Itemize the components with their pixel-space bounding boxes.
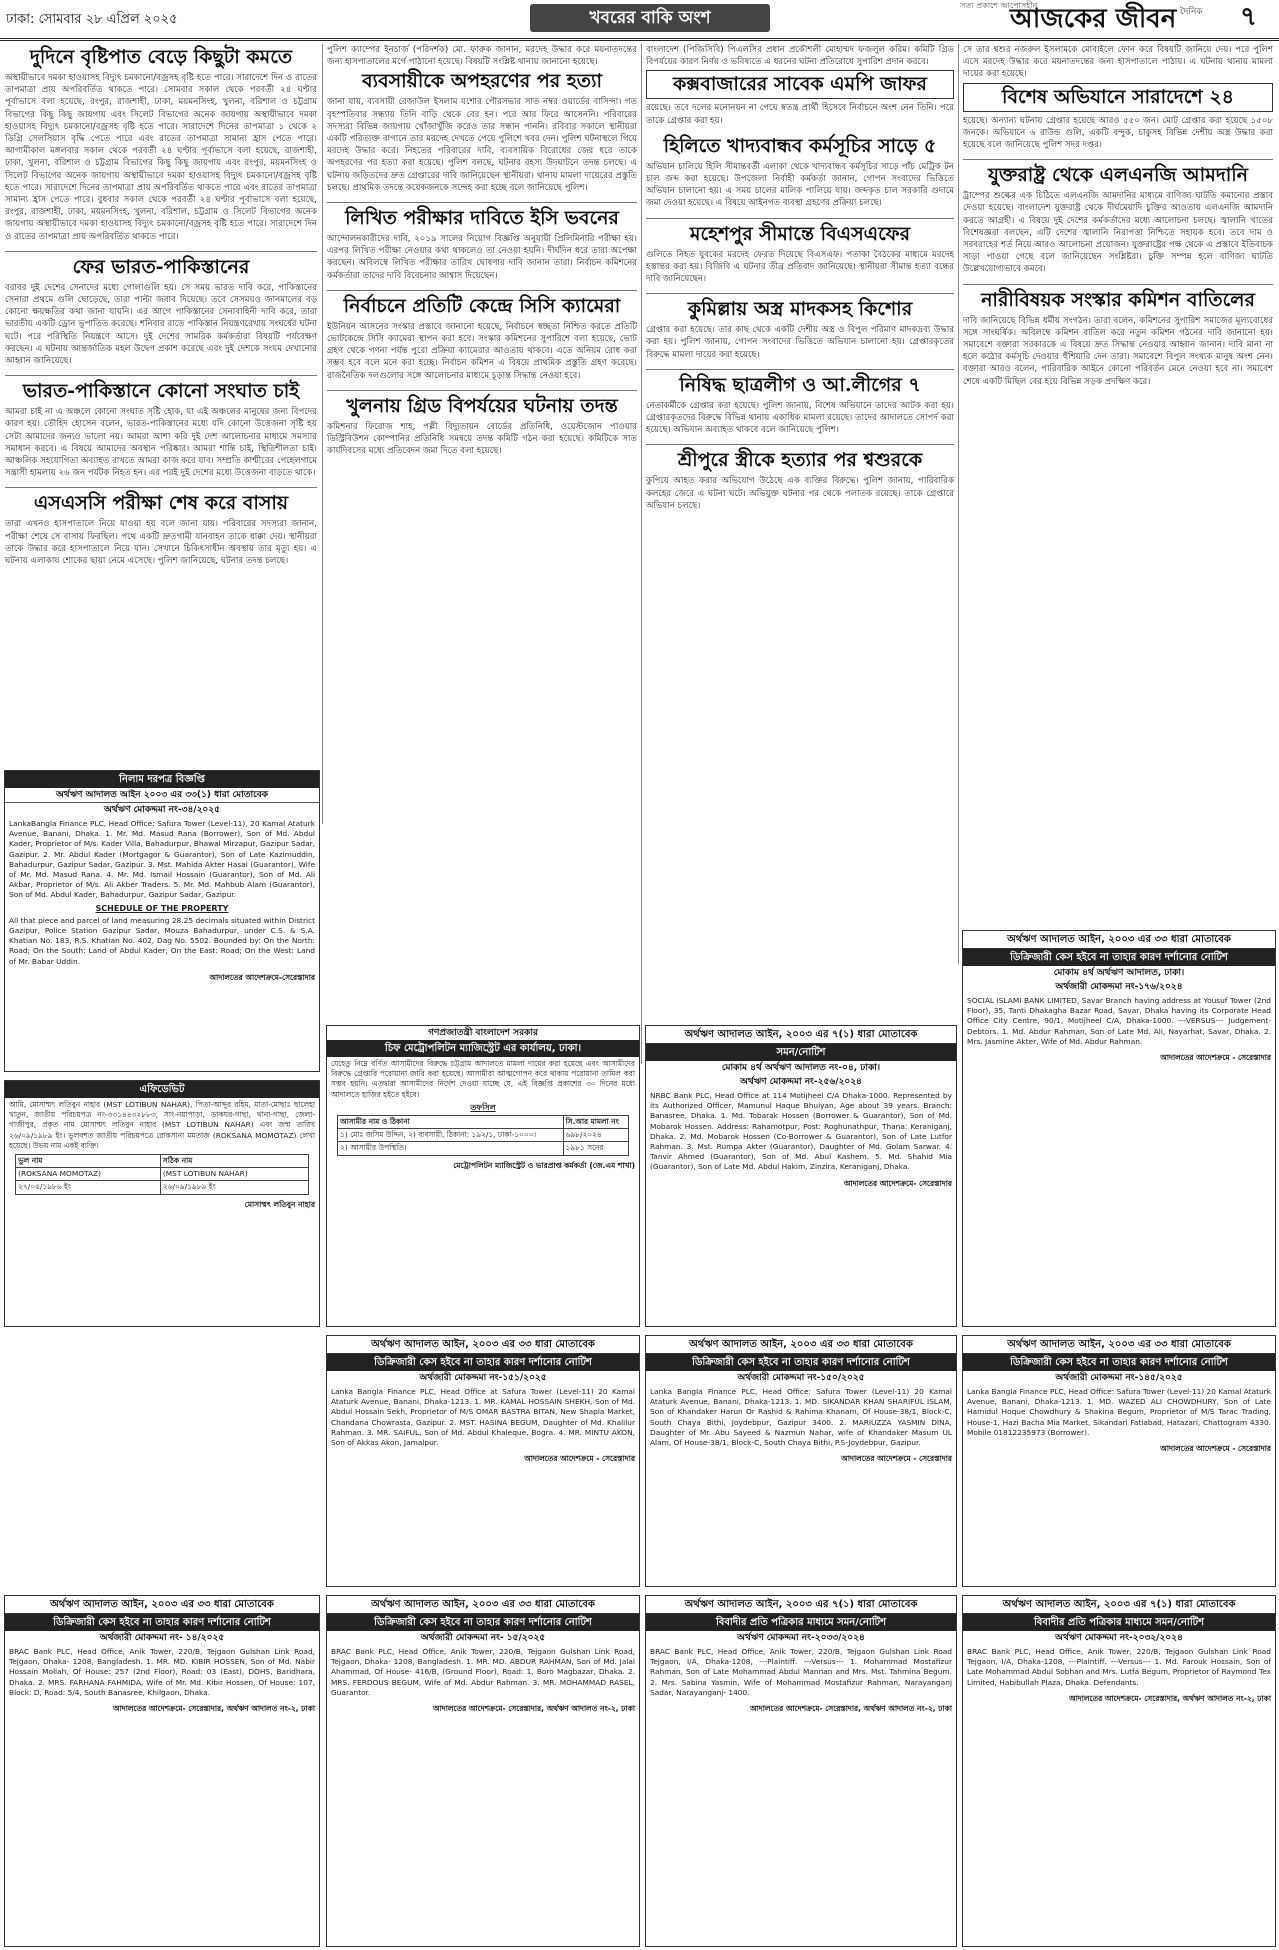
- notice-subtitle: ডিক্রিজারী কেস হইবে না তাহার কারণ দর্শানোর নোটিশ: [5, 1614, 319, 1631]
- daily-label: দৈনিক: [1180, 7, 1203, 17]
- story-body: তারা এখনও হাসপাতালে নিয়ে যাওয়া হয় বলে জানা যায়। পরিবারের সদস্যরা জানান, পরীক্ষা শেষে সে বাসায় ফিরছিল। পথে একটি দ্রুতগামী যানবাহন তাকে ধাক্কা দেয়। স্থানীয়রা তাকে উদ্ধার করে হাসপাতালে নিয়ে যান। সেখানে চিকিৎসাধীন অবস্থায় তার মৃত্যু হয়। এ ঘটনায় এলাকায় শোকের ছায়া নেমে এসেছে। পুলিশ জানিয়েছে, ঘটনার তদন্ত চলছে।: [5, 519, 317, 567]
- case-number: অর্থজারী মোকদ্দমা নং- ১৪/২০২৫: [99, 1633, 225, 1643]
- story-body: কুপিয়ে আহত করার অভিযোগ উঠেছে এক ব্যক্তির বিরুদ্ধে। পুলিশ জানায়, পারিবারিক কলহের জেরে এ ঘটনা ঘটে। অভিযুক্ত ঘটনার পর থেকে পলাতক রয়েছে। তাকে গ্রেপ্তারে অভিযান চলছে।: [646, 476, 954, 511]
- story-body: গুলিতে নিহত যুবকের মরদেহ ফেরত দিয়েছে বিএসএফ। পতাকা বৈঠকের মাধ্যমে মরদেহ হস্তান্তর করা হয়। বিজিবি এ ঘটনার তীব্র প্রতিবাদ জানিয়েছে। স্থানীয়রা সীমান্ত হত্যা বন্ধের দাবি জানিয়েছেন।: [646, 249, 954, 285]
- notice-text: যেহেতু নিম্নে বর্ণিত আসামীদের বিরুদ্ধে চট্টগ্রাম আদালতে মামলা দায়ের করা হয়েছে এবং আসামীদের বিরুদ্ধে গ্রেপ্তারি পরোয়ানা জারি করা হয়েছে। আসামীরা আত্মগোপন করে থাকায় পরোয়ানা তামিল করা সম্ভব হয়নি। এতদ্বারা আসামীদের নির্দেশ দেওয়া যাচ্ছে যে, এই বিজ্ঞপ্তি প্রকাশের ৩০ দিনের মধ্যে আদালতে হাজির হইতে হইবে।: [331, 1059, 635, 1099]
- headline: বিশেষ অভিযানে সারাদেশে ২৪: [963, 83, 1273, 112]
- schedule-heading: তফসিল: [470, 1102, 496, 1112]
- headline: খুলনায় গ্রিড বিপর্যয়ের ঘটনায় তদন্ত: [346, 394, 618, 417]
- notice-signature: আদালতের আদেশক্রমে - সেরেস্তাদার: [1160, 1444, 1271, 1454]
- story-cumilla: [646, 298, 954, 361]
- newspaper-logo: আজকের জীবন: [1010, 4, 1177, 34]
- notice-signature: আদালতের আদেশক্রমে - সেরেস্তাদার: [841, 1454, 952, 1464]
- table-cell: ১) মোঃ জসিম উদ্দিন, ২) ব্যবসায়ী, ঠিকানা: ১৯২/১, ঢাকা-১০০০।: [338, 1129, 563, 1142]
- story-khulna-grid: [327, 395, 637, 458]
- story-rain: [5, 46, 317, 243]
- notice-title: অর্থঋণ আদালত আইন, ২০০৩ এর ৭(১) ধারা মোতাবেক: [646, 1596, 956, 1614]
- section-banner: খবরের বাকি অংশ: [530, 4, 770, 32]
- tagline: সত্য প্রকাশে আপোসহীন: [960, 1, 1038, 10]
- table-row: [338, 1129, 629, 1142]
- lankabangla-notice-2: [645, 1335, 957, 1587]
- table-header: ভুল নাম: [16, 1155, 161, 1168]
- table-cell: ৬৯৮/২০২৪: [563, 1129, 628, 1142]
- affidavit-notice: [4, 1080, 320, 1327]
- notice-body: [963, 1385, 1275, 1443]
- notice-subtitle: বিবাদীর প্রতি পত্রিকার মাধ্যমে সমন/নোটিশ: [963, 1614, 1275, 1631]
- schedule-text: All that piece and parcel of land measuring 28.25 decimals situated within District Gazipur, Police Station Gazipur Sadar, Mouza Bahadurpur, under C.S. & S.A. Khatian No. 183, R.S. Khatian No. 402, Dag No. 5502. Bounded by: On the North: Road; On the South: Land of Abdul Kader; On the East: Road; On the West: Land of Mr. Babar Uddin.: [9, 915, 315, 966]
- notice-title: নিলাম দরপত্র বিজ্ঞপ্তি: [5, 771, 319, 788]
- notice-body: [646, 1089, 956, 1178]
- brac-summons-notice-1: [645, 1595, 957, 1947]
- table-header: আসামীর নাম ও ঠিকানা: [338, 1116, 563, 1129]
- case-number: অর্থঋণ মোকদ্দমা নং-২০৩২/২০২৪: [1055, 1633, 1183, 1643]
- notice-subtitle: ডিক্রিজারী কেস হইবে না তাহার কারণ দর্শানোর নোটিশ: [963, 949, 1275, 966]
- notice-title: অর্থঋণ আদালত আইন, ২০০৩ এর ৩৩ ধারা মোতাবেক: [963, 1336, 1275, 1354]
- case-number: অর্থজারী মোকদ্দমা নং-১৪৫/২০২৫: [1055, 1373, 1183, 1383]
- headline: হিলিতে খাদ্যবান্ধব কর্মসূচির সাড়ে ৫: [663, 134, 937, 157]
- table-row: [16, 1181, 309, 1194]
- headline: কক্সবাজারের সাবেক এমপি জাফর: [646, 70, 954, 99]
- column-3: [646, 44, 954, 1044]
- table-cell: (MST LOTIBUN NAHAR): [160, 1168, 308, 1181]
- notice-text: SOCIAL ISLAMI BANK LIMITED, Savar Branch having address at Yousuf Tower (2nd Floor), 35, Tanti Dhakagha Bazar Road, Savar, Dhaka having its Corporate Head Office City Centre, 90/1, Motijheel C/A, Dhaka-1000. ---VERSUS--- Judgement-Debtors. 1. Md. Abdur Rahman, Son of Late Md. Ali, Nayarhat, Savar, Dhaka. 2. Mrs. Jasmine Akter, Wife of Md. Abdur Rahman.: [967, 996, 1271, 1046]
- headline: এসএসসি পরীক্ষা শেষ করে বাসায়: [33, 492, 289, 515]
- story-body: পুলিশ ক্যাম্পের ইনচার্জ (পরিদর্শক) মো. ফারুক জানান, মরদেহ উদ্ধার করে ময়নাতদন্তের জন্য হাসপাতালের মর্গে পাঠানো হয়েছে। বিষয়টি সংশ্লিষ্ট থানায় জানানো হয়েছে।: [327, 45, 637, 68]
- notice-signature: মোসাম্মৎ লতিবুন নাহার: [244, 1199, 315, 1209]
- notice-body: [646, 1645, 956, 1703]
- brac-execution-notice-1: [4, 1595, 320, 1947]
- notice-text: Lanka Bangla Finance PLC, Head Office at Safura Tower (Level-11) 20 Kamal Ataturk Avenue, Banani, Dhaka-1213. 1. MR. KAMAL HOSSAIN SHEKH, Son of Md. Abdul Hossain Sekh, Proprietor of M/S OMAR BASTRA BITAN, New Shapla Market, Chandana Chowrasta, Gazipur. 2. MST. HASINA BEGUM, Daughter of Md. Khalilur Rahman. 3. MR. SAIFUL, Son of Md. Abdul Khaleque, Bogra. 4. MR. MINTU AKON, Son of Akkas Akon, Jamalpur.: [331, 1387, 635, 1448]
- issue-date: ঢাকা: সোমবার ২৮ এপ্রিল ২০২৫: [6, 12, 178, 27]
- notice-subtitle: ডিক্রিজারী কেস হইবে না তাহার কারণ দর্শানোর নোটিশ: [646, 1354, 956, 1371]
- notice-body: [5, 1098, 319, 1199]
- headline: যুক্তরাষ্ট্র থেকে এলএনজি আমদানি: [987, 164, 1249, 187]
- court-name: মোকাম ৪র্থ অর্থঋণ আদালত, ঢাকা।: [1053, 968, 1185, 978]
- table-cell: ১৯৮১ সনের: [563, 1142, 628, 1155]
- notice-signature: আদালতের আদেশক্রমে-সেরেস্তাদার: [209, 972, 315, 982]
- notice-body: [646, 1385, 956, 1453]
- notice-text: Lanka Bangla Finance PLC, Head Office: Safura Tower (Level-11) 20 Kamal Ataturk Avenue, Banani, Dhaka-1213. 1. MD. SIKANDAR KHAN SHARIFUL ISLAM, Son of Khandaker Harun Or Rashid & Rahima Khanam, Of House-38/1, Block-C, South Chaya Bithi, Joydebpur, Gazipur 3400. 2. MARIUZZA YASMIN DINA, Daughter of Mr. Abu Sayeed & Nazmun Nahar, wife of Khandaker Masum UL Alam, Of House-38/1, Block-C, South Chaya Bithi, P.S-Joydebpur, Gazipur.: [650, 1387, 952, 1448]
- headline: ফের ভারত-পাকিস্তানের: [72, 255, 250, 278]
- story-ssc: [5, 492, 317, 567]
- table-header: সঠিক নাম: [160, 1155, 308, 1168]
- notice-subtitle: ডিক্রিজারী কেস হইবে না তাহার কারণ দর্শানোর নোটিশ: [327, 1614, 639, 1631]
- notice-title: চিফ মেট্রোপলিটন ম্যাজিস্ট্রেট এর কার্যালয়, ঢাকা।: [327, 1040, 639, 1057]
- column-rule: [958, 44, 959, 964]
- story-body: আন্দোলনকারীদের দাবি, ২০১৯ সালের নিয়োগ বিজ্ঞপ্তি অনুযায়ী প্রিলিমিনারি পরীক্ষা হয়। এরপর লিখিত পরীক্ষা নেওয়ার কথা থাকলেও তা নেওয়া হয়নি। দীর্ঘদিন ধরে তারা অপেক্ষা করছেন। অবিলম্বে লিখিত পরীক্ষার তারিখ ঘোষণার দাবি জানান তারা। নির্বাচন কমিশনের কর্মকর্তারা তাদের দাবি বিবেচনার আশ্বাস দিয়েছেন।: [327, 234, 637, 281]
- headline: ভারত-পাকিস্তানে কোনো সংঘাত চাই: [22, 380, 300, 403]
- column-rule: [322, 44, 323, 824]
- story-ec: [327, 207, 637, 282]
- brac-summons-notice-2: [962, 1595, 1276, 1947]
- notice-body: [5, 1645, 319, 1703]
- notice-body: [5, 817, 319, 972]
- story-body: ইউনিয়ন আসনের সংস্কার প্রস্তাবে জানানো হয়েছে, নির্বাচনে স্বচ্ছতা নিশ্চিত করতে প্রতিটি ভোটকেন্দ্রে সিসি ক্যামেরা স্থাপন করা হবে। সংস্কার কমিশনের সুপারিশে বলা হয়েছে, ভোট গ্রহণ থেকে গণনা পর্যন্ত পুরো প্রক্রিয়া ক্যামেরার আওতায় থাকবে। এতে অনিয়ম রোধ করা সম্ভব হবে বলে মনে করা হচ্ছে। নির্বাচন কমিশন এ বিষয়ে প্রাথমিক প্রস্তুতি গ্রহণ করেছে। রাজনৈতিক দলগুলোর সঙ্গে আলোচনার মাধ্যমে চূড়ান্ত সিদ্ধান্ত নেওয়া হবে।: [327, 321, 637, 381]
- column-4: [963, 44, 1273, 944]
- notice-title: অর্থঋণ আদালত আইন, ২০০৩ এর ৩৩ ধারা মোতাবেক: [327, 1336, 639, 1354]
- notice-title: অর্থঋণ আদালত আইন, ২০০৩ এর ৩৩ ধারা মোতাবেক: [327, 1596, 639, 1614]
- court-name: মোকাম ৪র্থ অর্থঋণ আদালত নং-০৪, ঢাকা।: [721, 1063, 881, 1073]
- column-rule: [641, 44, 642, 1064]
- story-no-conflict: [5, 380, 317, 479]
- sibl-execution-notice: [962, 930, 1276, 1327]
- headline: মহেশপুর সীমান্তে বিএসএফের: [689, 222, 911, 245]
- headline: ব্যবসায়ীকে অপহরণের পর হত্যা: [361, 70, 603, 93]
- headline: নারীবিষয়ক সংস্কার কমিশন বাতিলের: [981, 288, 1255, 311]
- headline: নিষিদ্ধ ছাত্রলীগ ও আ.লীগের ৭: [679, 373, 921, 396]
- table-header: সি.আর মামলা নং: [563, 1116, 628, 1129]
- story-cctv: [327, 295, 637, 382]
- notice-body: [327, 1057, 639, 1160]
- story-body: হয়েছে। অন্যান্য ঘটনায় গ্রেপ্তার হয়েছে আরও ৫৫০ জন। মোট গ্রেপ্তার করা হয়েছে ১৫০৮ জনকে। অভিযানে ৬ রাউন্ড গুলি, একটি বন্দুক, চাকুসহ বিভিন্ন দেশীয় অস্ত্র উদ্ধার করা হয়েছে বলে জানিয়েছে পুলিশ সদর দপ্তর।: [963, 115, 1273, 151]
- notice-signature: আদালতের আদেশক্রমে- সেরেস্তাদার, অর্থঋণ আদালত নং-২, ঢাকা: [750, 1704, 952, 1714]
- table-cell: ২৬/০৯/১৯৮৯ ইং: [160, 1181, 308, 1194]
- story-body: আমরা চাই না এ অঞ্চলে কোনো সংঘাত সৃষ্টি হোক, যা এই অঞ্চলের মানুষের জন্য বিপদের কারণ হয়। তৌহিদ হোসেন বলেন, ভারত-পাকিস্তানের মধ্যে যদি কোনো উত্তেজনা সৃষ্টি হয় সেটা আমাদের জন্যও ভালো নয়। আমরা আশা করি দুই দেশ আলোচনার মাধ্যমে সমস্যার সমাধান করবে। এ বিষয়ে আমাদের অবস্থান পরিষ্কার। আমরা শান্তি চাই, স্থিতিশীলতা চাই। আঞ্চলিক সহযোগিতা অব্যাহত রাখতে আমরা কাজ করে যাব। সম্প্রতি কাশ্মীরের পেহেলগামে সন্ত্রাসী হামলায় ২৬ জন পর্যটক নিহত হন। এর পরই দুই দেশের মধ্যে উত্তেজনা বাড়তে থাকে।: [5, 407, 317, 479]
- table-row: [338, 1142, 629, 1155]
- headline: দুদিনে বৃষ্টিপাত বেড়ে কিছুটা কমতে: [29, 46, 293, 68]
- notice-title: অর্থঋণ আদালত আইন, ২০০৩ এর ৩৩ ধারা মোতাবেক: [5, 1596, 319, 1614]
- nrbc-summons-notice: [645, 1025, 957, 1327]
- case-number: অর্থজারী মোকদ্দমা নং-১৭৬/২০২৪: [1055, 982, 1183, 992]
- story-women-commission: [963, 289, 1273, 388]
- case-number: অর্থঋণ মোকদ্দমা নং-২০৩৩/২০২৪: [737, 1633, 865, 1643]
- notice-text: আমি, মোসাম্মৎ লতিবুন নাহার (MST LOTIBUN NAHAR), পিতা-আব্দুর রহিম, মাতা-মোছাঃ ছালেহা খাতুন, জাতীয় পরিচয়পত্র নং-৩৩১৪৪৩২৮৮৩, সাং-নয়াপাড়া, ডাকঘর-গাছা, থানা-গাছা, জেলা-গাজীপুর, প্রকৃত নাম মোসাম্মৎ লতিবুন নাহার (MST LOTIBUN NAHAR) এবং জন্ম তারিখ ২৬/০৯/১৯৮৯ ইং। ভুলবশত জাতীয় পরিচয়পত্রে রোকসানা মমতাজ (ROKSANA MOMOTAZ) লেখা হয়েছে। উভয় নাম একই ব্যক্তি।: [9, 1100, 315, 1150]
- story-body: অস্থায়ীভাবে দমকা হাওয়াসহ বিদ্যুৎ চমকানো/বজ্রসহ বৃষ্টি হতে পারে। সারাদেশে দিন ও রাতের তাপমাত্রা প্রায় অপরিবর্তিত থাকতে পারে। সোমবার সকাল থেকে পরবর্তী ২৪ ঘণ্টার পূর্বাভাসে বলা হয়েছে, রংপুর, রাজশাহী, ঢাকা, ময়মনসিংহ, খুলনা, বরিশাল ও চট্টগ্রাম বিভাগের কিছু কিছু জায়গায় এবং সিলেট বিভাগের অনেক জায়গায় অস্থায়ীভাবে দমকা হাওয়াসহ বিদ্যুৎ চমকানো/বজ্রসহ বৃষ্টি হতে পারে। সারাদেশে দিনের তাপমাত্রা ১ থেকে ২ ডিগ্রি সেলসিয়াস বৃদ্ধি পেতে পারে এবং রাতের তাপমাত্রা সামান্য হ্রাস পেতে পারে। আগামীকাল মঙ্গলবার সকাল থেকে পরবর্তী ২৪ ঘণ্টার পূর্বাভাসে বলা হয়েছে, রাজশাহী, ঢাকা, খুলনা, বরিশাল ও চট্টগ্রাম বিভাগের কিছু কিছু জায়গায় এবং রংপুর, ময়মনসিংহ ও সিলেট বিভাগের অনেক জায়গায় অস্থায়ীভাবে দমকা হাওয়াসহ বিদ্যুৎ চমকানো/বজ্রসহ বৃষ্টি হতে পারে। সারাদেশে দিনের তাপমাত্রা প্রায় অপরিবর্তিত থাকতে পারে এবং রাতের তাপমাত্রা সামান্য হ্রাস পেতে পারে। বুধবার সকাল থেকে পরবর্তী ২৪ ঘণ্টার পূর্বাভাসে বলা হয়েছে, রংপুর, রাজশাহী, ঢাকা, ময়মনসিংহ, খুলনা, বরিশাল, চট্টগ্রাম ও সিলেট বিভাগের অনেক জায়গায় অস্থায়ীভাবে দমকা হাওয়াসহ বিদ্যুৎ চমকানো/বজ্রসহ বৃষ্টি হতে পারে। সারাদেশে দিন ও রাতের তাপমাত্রা প্রায় অপরিবর্তিত থাকতে পারে।: [5, 73, 317, 242]
- notice-subtitle: ডিক্রিজারী কেস হইবে না তাহার কারণ দর্শানোর নোটিশ: [963, 1354, 1275, 1371]
- story-body: কমিশনার ফিরোজ শাহ, পল্লী বিদ্যুতায়ন বোর্ডের প্রতিনিধি, ওয়েস্টজোন পাওয়ার ডিস্ট্রিবিউশন কোম্পানির প্রতিনিধি সমন্বয়ে তদন্ত কমিটি গঠন করা হয়েছে। কমিটিকে সাত কার্যদিবসের মধ্যে প্রতিবেদন জমা দিতে বলা হয়েছে।: [327, 421, 637, 457]
- notice-signature: আদালতের আদেশক্রমে- সেরেস্তাদার, অর্থঋণ আদালত নং-২, ঢাকা: [1069, 1693, 1271, 1703]
- masthead: [0, 0, 1279, 41]
- headline: শ্রীপুরে স্ত্রীকে হত্যার পর শ্বশুরকে: [677, 449, 923, 472]
- table-row: [16, 1168, 309, 1181]
- notice-top: গণপ্রজাতন্ত্রী বাংলাদেশ সরকার: [428, 1028, 538, 1038]
- story-body: ট্রাম্পের শুল্কের এক চিঠিতে এলএনজি আমদানির মাধ্যমে বাণিজ্য ঘাটতি কমানোর প্রস্তাব দেওয়া হয়েছে। বাংলাদেশ যুক্তরাষ্ট্র থেকে দীর্ঘমেয়াদি চুক্তির আওতায় এলএনজি আমদানি করতে আগ্রহী। এ বিষয়ে দুই দেশের কর্মকর্তাদের মধ্যে আলোচনা চলছে। জ্বালানি খাতের বিশেষজ্ঞরা বলছেন, এটি দেশের জ্বালানি নিরাপত্তা নিশ্চিতে সহায়ক হবে। তবে দাম ও সরবরাহের শর্ত নিয়ে আরও আলোচনা প্রয়োজন। যুক্তরাষ্ট্রের পক্ষ থেকে এ প্রস্তাবে ইতিবাচক সাড়া পাওয়া গেছে বলে জানিয়েছেন সংশ্লিষ্টরা। চুক্তি সম্পন্ন হলে বাণিজ্য ঘাটতি উল্লেখযোগ্যভাবে কমবে।: [963, 191, 1273, 275]
- story-banned-league: [646, 374, 954, 437]
- notice-subtitle: সমন/নোটিশ: [646, 1044, 956, 1061]
- case-number: অর্থজারী মোকদ্দমা নং- ১৫/২০২৫: [420, 1633, 546, 1643]
- notice-signature: আদালতের আদেশক্রমে- সেরেস্তাদার: [843, 1178, 952, 1188]
- notice-text: BRAC Bank PLC, Head Office, Anik Tower, 220/B, Tejgaon Gulshan Link Road, Tejgaon, Dhaka- 1208, Bangladesh. 1. MR. MD. KIBIR HOSSEN, Son of Md. Nabir Hossain Mollah, Of House: 257 (2nd Floor), Road: 03 (East), DOHS, Baridhara, Dhaka. 2. MRS. FARHANA FAHMIDA, Wife of Mr. Md. Kibir Hossen, Of House: 107, Block: D, Road: 5/4, South Banasree, Khilgaon, Dhaka.: [9, 1647, 315, 1697]
- auction-notice: [4, 770, 320, 1072]
- story-body: বরাবর দুই দেশের সেনাদের মধ্যে গোলাগুলি হয়। সে সময় ভারত দাবি করে, পাকিস্তানের সেনারা প্রথমে গুলি ছোড়েছে, তারা পাল্টা জবাব দিয়েছে। তবে সেসময়ও জানমালের বড় কোনো ক্ষয়ক্ষতির কথা জানা যায়নি। এর আগে পাকিস্তানের সেনাবাহিনী দাবি করে, তারা ভারতীয় একটি ড্রোন ভূপাতিত করেছে। শনিবার রাতে পাকিস্তান নিয়ন্ত্রণরেখায় সংঘর্ষের ঘটনা ঘটে। পরে পরিস্থিতি নিয়ন্ত্রণে আসে। দুই দেশের সামরিক কর্মকর্তারা বিষয়টি পর্যবেক্ষণ করছেন। এ ঘটনায় আন্তর্জাতিক মহল উদ্বেগ প্রকাশ করেছে এবং দুই দেশকে সংযম দেখানোর আহ্বান জানিয়েছে।: [5, 282, 317, 367]
- schedule-table: [337, 1115, 629, 1156]
- cmm-notice: [326, 1025, 640, 1327]
- notice-title: এফিডেভিট: [5, 1081, 319, 1098]
- headline: কুমিল্লায় অস্ত্র মাদকসহ কিশোর: [687, 298, 913, 321]
- notice-signature: আদালতের আদেশক্রমে- সেরেস্তাদার, অর্থঋণ আদালত নং-২, ঢাকা: [113, 1704, 315, 1714]
- lankabangla-notice-3: [962, 1335, 1276, 1587]
- story-businessman: [327, 70, 637, 194]
- notice-body: [963, 1645, 1275, 1693]
- notice-subtitle: বিবাদীর প্রতি পত্রিকার মাধ্যমে সমন/নোটিশ: [646, 1614, 956, 1631]
- story-body: রয়েছে। তবে দলের মনোনয়ন না পেয়ে স্বতন্ত্র প্রার্থী হিসেবে নির্বাচনে অংশ নেন তিনি। পরে তাকে গ্রেপ্তার করা হয়।: [646, 103, 954, 126]
- brac-execution-notice-2: [326, 1595, 640, 1947]
- story-coxsbazar: [646, 70, 954, 126]
- case-number: অর্থঋণ মোকদ্দমা নং-২৫৬/২০২৪: [740, 1077, 862, 1087]
- notice-body: [327, 1385, 639, 1453]
- case-number: অর্থজারী মোকদ্দমা নং-১৫০/২০২৫: [737, 1373, 865, 1383]
- notice-body: [963, 994, 1275, 1052]
- case-number: অর্থঋণ মোকদ্দমা নং-৩৪/২০২৫: [104, 805, 220, 815]
- table-cell: (ROKSANA MOMOTAZ): [16, 1168, 161, 1181]
- notice-signature: আদালতের আদেশক্রমে - সেরেস্তাদার: [1160, 1053, 1271, 1063]
- story-body: গ্রেপ্তার করা হয়েছে। তার কাছ থেকে একটি দেশীয় অস্ত্র ও বিপুল পরিমাণ মাদকদ্রব্য উদ্ধার করা হয়। পুলিশ জানায়, গোপন সংবাদের ভিত্তিতে অভিযান চালানো হয়। গ্রেপ্তারকৃতের বিরুদ্ধে মামলা দায়ের করা হয়েছে।: [646, 325, 954, 360]
- story-sreepur: [646, 449, 954, 512]
- headline: লিখিত পরীক্ষার দাবিতে ইসি ভবনের: [345, 207, 619, 230]
- case-number: অর্থজারী মোকদ্দমা নং-১৫১/২০২৫: [419, 1373, 547, 1383]
- story-body: অভিযান চালিয়ে হিলি সীমান্তবর্তী এলাকা থেকে খাদ্যবান্ধব কর্মসূচির সাড়ে পাঁচ মেট্রিক টন চাল জব্দ করা হয়েছে। উপজেলা নির্বাহী কর্মকর্তা জানান, গোপন সংবাদের ভিত্তিতে অভিযান চালানো হয়। এ সময় চালের মালিক পালিয়ে যায়। জব্দকৃত চাল সরকারি গুদামে জমা দেওয়া হয়েছে। এ বিষয়ে আইনগত ব্যবস্থা গ্রহণের প্রক্রিয়া চলছে।: [646, 161, 954, 209]
- story-special-drive: [963, 83, 1273, 152]
- story-hili: [646, 135, 954, 210]
- column-1: [5, 44, 317, 764]
- story-body: সে তার শ্বশুর নজরুল ইসলামকে মোবাইলে ফোন করে বিষয়টি জানিয়ে দেয়। পরে পুলিশ এসে মরদেহ উদ্ধার করে ময়নাতদন্তের জন্য হাসপাতালে পাঠায়। এ ঘটনায় থানায় মামলা দায়ের করা হয়েছে।: [963, 45, 1273, 80]
- name-table: [15, 1154, 309, 1195]
- schedule-heading: SCHEDULE OF THE PROPERTY: [95, 903, 229, 913]
- notice-signature: আদালতের আদেশক্রমে - সেরেস্তাদার: [524, 1454, 635, 1464]
- story-body: নেতাকর্মীকে গ্রেপ্তার করা হয়েছে। পুলিশ জানায়, বিশেষ অভিযানে তাদের আটক করা হয়। গ্রেপ্তারকৃতদের বিরুদ্ধে বিভিন্ন থানায় একাধিক মামলা রয়েছে। তাদের আদালতে সোপর্দ করা হয়েছে। অভিযান অব্যাহত থাকবে বলে জানিয়েছে পুলিশ।: [646, 400, 954, 436]
- notice-text: BRAC Bank PLC, Head Office, Anik Tower, 220/B, Tejgaon Gulshan Link Road Tejgaon, I/A, Dhaka-1208, ---Plaintiff. ---Versus--- 1. Mohammad Mostafizur Rahman, Son of Late Mohammad Abdul Mannan and Mrs. Mst. Tahmina Begum. 2. Mrs. Sabina Yasmin, Wife of Mohammad Mostafizur Rahman, Narayanganj Sadar, Narayanganj- 1400.: [650, 1647, 952, 1697]
- notice-parties: LankaBangla Finance PLC, Head Office: Safura Tower (Level-11), 20 Kamal Ataturk Avenue, Banani, Dhaka. 1. Mr. Md. Masud Rana (Borrower), Son of Md. Abdul Kader, Proprietor of M/s. Kader Villa, Bahadurpur, Bhawal Mirzapur, Gazipur Sadar, Gazipur. 2. Mr. Abdul Kader (Mortgagor & Guarantor), Son of Late Kazimuddin, Bahadurpur, Gazipur Sadar, Gazipur. 3. Mst. Mahida Akter Hasai (Guarantor), Wife of Mr. Md. Masud Rana. 4. Mr. Md. Ismail Hossain (Guarantor), Son of Md. Ali Akbar, Proprietor of M/s. Ali Akber Traders. 5. Mr. Md. Mahbub Alam (Guarantor), Son of Md. Abdul Kader, Bahadurpur, Gazipur Sadar, Gazipur.: [9, 819, 315, 900]
- story-india-pakistan: [5, 256, 317, 367]
- notice-title: অর্থঋণ আদালত আইন, ২০০৩ এর ৩৩ ধারা মোতাবেক: [963, 931, 1275, 949]
- notice-signature: আদালতের আদেশক্রমে- সেরেস্তাদার, অর্থঋণ আদালত নং-২, ঢাকা: [433, 1704, 635, 1714]
- story-maheshpur: [646, 223, 954, 286]
- notice-text: NRBC Bank PLC, Head Office at 114 Motijheel C/A Dhaka-1000. Represented by its Authorized Officer, Mamunul Haque Bhuiyan, Age about 39 years. Branch: Banasree, Dhaka. 1. Md. Tobarak Hossen (Borrower & Guarantor), Son of Md. Mobarok Hossen. Address: Rahamotpur, Post: Roghunathpur, Thana: Keraniganj, Dhaka. 2. Md. Mobarok Hossen (Co-Borrower & Guarantor), Son of Late Lutfor Rahman. 3. Mst. Rumpa Akter (Guarantor), Daughter of Md. Golam Sarwar. 4. Tanvir Ahmed (Guarantor), Son of Md. Abul Kashem. 5. Md. Shahid Mia (Guarantor), Son of Late Md. Abdul Hakim, Zinzira, Keraniganj, Dhaka.: [650, 1091, 952, 1172]
- story-body: দাবি জানিয়েছে বিভিন্ন ধর্মীয় সংগঠন। তারা বলেন, কমিশনের সুপারিশ সমাজের মূল্যবোধের সঙ্গে সাংঘর্ষিক। অবিলম্বে কমিশন বাতিল করে নতুন কমিশন গঠনের দাবি জানানো হয়। সমাবেশে বক্তারা সরকারকে এ বিষয়ে দ্রুত সিদ্ধান্ত নেওয়ার আহ্বান জানান। দাবি মানা না হলে কঠোর কর্মসূচি দেওয়ার হুঁশিয়ারি দেন তারা। সমাবেশে বিপুল সংখ্যক মানুষ অংশ নেন। বক্তারা আরও বলেন, পারিবারিক আইনে কোনো পরিবর্তন মেনে নেওয়া হবে না। সমাবেশ শেষে একটি মিছিল বের হয়ে বিভিন্ন সড়ক প্রদক্ষিণ করে।: [963, 315, 1273, 387]
- notice-text: BRAC Bank PLC, Head Office, Anik Tower, 220/B, Tejgaon Gulshan Link Road, Tejgaon, Dhaka- 1208, Bangladesh. 1. MR. MD. ABDUR RAHMAN, Son of Md. Jalal Ahammad, Of House- 416/B, (Ground Floor), Road: 1, Boro Magbazar, Dhaka. 2. MRS. FERDOUS BEGUM, Wife of Md. Abdur Rahman. 3. MR. MOHAMMAD RASEL, Guarantor.: [331, 1647, 635, 1697]
- notice-subtitle: ডিক্রিজারী কেস হইবে না তাহার কারণ দর্শানোর নোটিশ: [327, 1354, 639, 1371]
- headline: নির্বাচনে প্রতিটি কেন্দ্রে সিসি ক্যামেরা: [343, 294, 621, 317]
- lankabangla-notice-1: [326, 1335, 640, 1587]
- notice-text: BRAC Bank PLC, Head Office, Anik Tower, 220/B, Tejgaon Gulshan Link Road Tejgaon, I/A, Dhaka-1208, ---Plaintiff. ---Versus--- 1. Md. Farouk Hossain, Son of Late Mohammad Abdul Sobhan and Mrs. Lutfa Begum, Proprietor of Raymond Tex Limited, Habibullah Plaza, Dhaka. Defendants.: [967, 1647, 1271, 1687]
- notice-body: [327, 1645, 639, 1703]
- notice-title: অর্থঋণ আদালত আইন, ২০০৩ এর ৩৩ ধারা মোতাবেক: [646, 1336, 956, 1354]
- story-body: জানা যায়, ব্যবসায়ী রেজাউল ইসলাম যশোর পৌরসভার সাত নম্বর ওয়ার্ডের বাসিন্দা। গত বৃহস্পতিবার সন্ধ্যায় তিনি বাড়ি থেকে বের হন। পরে আর ফিরে আসেননি। পরিবারের সদস্যরা বিভিন্ন জায়গায় খোঁজাখুঁজি করেও তার সন্ধান পাননি। রবিবার সকালে স্থানীয়রা একটি পরিত্যক্ত বাগানে তার মরদেহ দেখতে পেয়ে পুলিশে খবর দেন। পুলিশ ঘটনাস্থলে গিয়ে মরদেহ উদ্ধার করে। নিহতের পরিবারের দাবি, ব্যবসায়িক বিরোধের জের ধরে তাকে অপহরণের পর হত্যা করা হয়েছে। পুলিশ বলছে, ঘটনার রহস্য উদঘাটনে তদন্ত চলছে। এ ঘটনায় জড়িতদের দ্রুত গ্রেপ্তারের দাবি জানিয়েছেন স্থানীয়রা। থানায় মামলা দায়েরের প্রস্তুতি চলছে। প্রাথমিক তদন্তে কয়েকজনকে সন্দেহ করা হচ্ছে বলে জানিয়েছে পুলিশ।: [327, 97, 637, 193]
- story-lng: [963, 164, 1273, 275]
- table-cell: ২৭/০৫/১৯৮৬ ইং: [16, 1181, 161, 1194]
- notice-title: অর্থঋণ আদালত আইন, ২০০৩ এর ৭(১) ধারা মোতাবেক: [646, 1026, 956, 1044]
- page-number: ৭: [1240, 2, 1257, 32]
- table-cell: ২) আসামীর উপস্থিতি।: [338, 1142, 563, 1155]
- story-body: বাংলাদেশ (পিজিসিবি) পিএলসির প্রধান প্রকৌশলী মোহাম্মদ ফজলুল করিম। কমিটি গ্রিড বিপর্যয়ের কারণ নির্ণয় ও ভবিষ্যতে এ ধরনের ঘটনা প্রতিরোধে সুপারিশ প্রদান করবে।: [646, 45, 954, 68]
- notice-subtitle: অর্থঋণ আদালত আইন ২০০৩ এর ৩৩(১) ধারা মোতাবেক: [5, 788, 319, 803]
- notice-signature: মেট্রোপলিটন ম্যাজিস্ট্রেট ও ভারপ্রাপ্ত কর্মকর্তা (জে.এম শাখা): [453, 1160, 635, 1170]
- notice-text: Lanka Bangla Finance PLC, Head Office: Safura Tower (Level-11) 20 Kamal Ataturk Avenue, Banani, Dhaka-1213. 1. MD. WAZED ALI CHOWDHURY, Son of Late Hamidul Hoque Chowdhury & Shakina Begum, Proprietor of M/S Tarac Trading, House-1, Hazi Bacha Mia Market, Sikandari Fatiabad, Hatazari, Chattogram 4330. Mobile 01812235973 (Borrower).: [967, 1387, 1271, 1437]
- notice-title: অর্থঋণ আদালত আইন, ২০০৩ এর ৭(১) ধারা মোতাবেক: [963, 1596, 1275, 1614]
- column-2: [327, 44, 637, 1044]
